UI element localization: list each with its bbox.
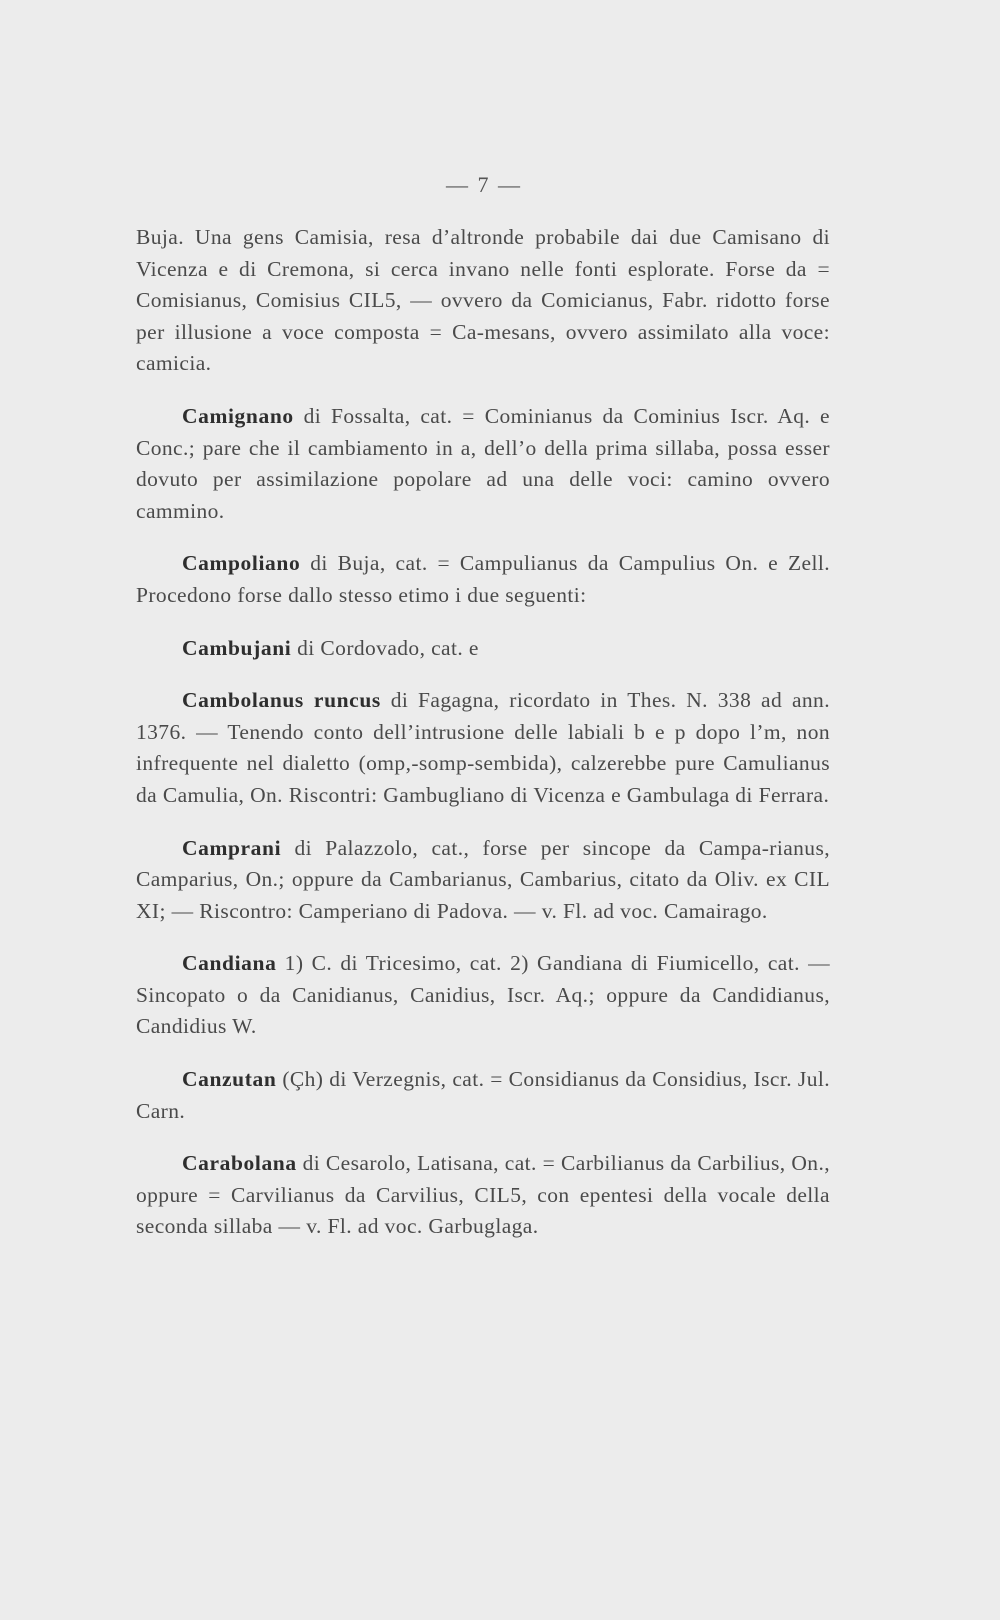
entry-text: (Çh) di Verzegnis, cat. = Considianus da Considius, Iscr. Jul. Carn. <box>136 1067 830 1123</box>
page-body <box>136 222 830 1243</box>
paragraph-continuation: Buja. Una gens Camisia, resa d’altronde probabile dai due Camisano di Vicenza e di Cremona, si cerca invano nelle fonti esplorate. Forse da = Comisianus, Comisius CIL5, — ovvero da Comicianus, Fabr. ridotto forse per illusione a voce composta = Ca-mesans, ovvero assimilato alla voce: camicia. <box>136 225 830 376</box>
headword: Cambujani <box>182 635 292 660</box>
entry-cambujani <box>136 633 830 665</box>
entry-text: di Fossalta, cat. = Cominianus da Cominius Iscr. Aq. e Conc.; pare che il cambiamento in a, dell’o della prima sillaba, possa esser dovuto per assimilazione popolare ad una delle voci: camino ovvero cammino. <box>136 403 830 523</box>
headword: Carabolana <box>182 1151 297 1176</box>
entry-carabolana <box>136 1148 830 1243</box>
entry-text: di Palazzolo, cat., forse per sincope da Campa-rianus, Camparius, On.; oppure da Cambarianus, Cambarius, citato da Oliv. ex CIL XI; — Riscontro: Camperiano di Padova. — v. Fl. ad voc. Camairago. <box>136 835 830 923</box>
headword: Camignano <box>182 403 294 428</box>
page-number: — 7 — <box>446 172 522 197</box>
headword: Canzutan <box>182 1067 277 1092</box>
entry-text: di Cordovado, cat. e <box>297 635 479 660</box>
entry-campoliano <box>136 548 830 611</box>
headword: Camprani <box>182 835 282 860</box>
entry-text: di Cesarolo, Latisana, cat. = Carbilianus da Carbilius, On., oppure = Carvilianus da Carvilius, CIL5, con epentesi della vocale della seconda sillaba — v. Fl. ad voc. Garbuglaga. <box>136 1151 830 1239</box>
headword: Candiana <box>182 951 277 976</box>
entry-camprani <box>136 833 830 928</box>
entry-cambolanus-runcus <box>136 685 830 811</box>
entry-candiana <box>136 948 830 1043</box>
entry-text: di Fagagna, ricordato in Thes. N. 338 ad ann. 1376. — Tenendo conto dell’intrusione delle labiali b e p dopo l’m, non infrequente nel dialetto (omp,-somp-sembida), calzerebbe pure Camulianus da Camulia, On. Riscontri: Gambugliano di Vicenza e Gambulaga di Ferrara. <box>136 688 830 807</box>
entry-canzutan <box>136 1064 830 1127</box>
entry-text: di Buja, cat. = Campulianus da Campulius On. e Zell. Procedono forse dallo stesso etimo i due seguenti: <box>136 551 830 607</box>
headword: Campoliano <box>182 551 301 576</box>
entry-camignano <box>136 401 830 527</box>
entry-text: 1) C. di Tricesimo, cat. 2) Gandiana di Fiumicello, cat. — Sincopato o da Canidianus, Canidius, Iscr. Aq.; oppure da Candidianus, Candidius W. <box>136 951 830 1039</box>
headword: Cambolanus runcus <box>182 688 381 713</box>
